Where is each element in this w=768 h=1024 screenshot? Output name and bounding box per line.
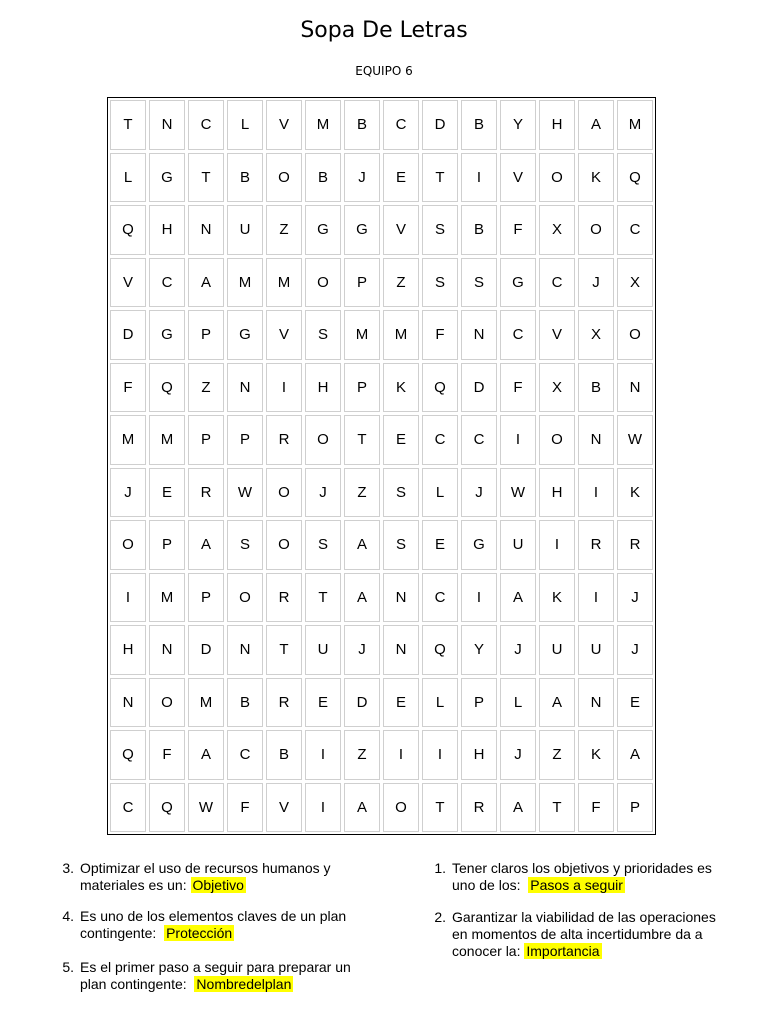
- grid-cell: O: [578, 205, 614, 255]
- grid-cell: O: [539, 153, 575, 203]
- clue-text: Tener claros los objetivos y prioridades es: [452, 860, 712, 876]
- grid-cell: C: [188, 100, 224, 150]
- clue-text: en momentos de alta incertidumbre da a: [452, 926, 703, 942]
- grid-cell: Q: [617, 153, 653, 203]
- grid-cell: P: [617, 783, 653, 833]
- grid-cell: N: [110, 678, 146, 728]
- grid-cell: D: [422, 100, 458, 150]
- grid-cell: Q: [149, 363, 185, 413]
- clue-text: materiales es un:: [80, 877, 187, 893]
- grid-cell: B: [227, 153, 263, 203]
- grid-cell: J: [461, 468, 497, 518]
- grid-cell: N: [617, 363, 653, 413]
- grid-cell: F: [149, 730, 185, 780]
- grid-cell: I: [578, 468, 614, 518]
- grid-cell: E: [383, 678, 419, 728]
- grid-cell: J: [305, 468, 341, 518]
- grid-cell: H: [149, 205, 185, 255]
- grid-cell: O: [305, 415, 341, 465]
- clue-answer: Protección: [166, 925, 233, 941]
- grid-cell: O: [305, 258, 341, 308]
- grid-cell: M: [266, 258, 302, 308]
- clue-number: 4.: [62, 908, 74, 924]
- grid-cell: F: [422, 310, 458, 360]
- grid-cell: C: [227, 730, 263, 780]
- page-title: Sopa De Letras: [300, 18, 468, 43]
- grid-cell: L: [227, 100, 263, 150]
- grid-cell: X: [578, 310, 614, 360]
- grid-cell: J: [344, 625, 380, 675]
- clue-text: conocer la:: [452, 943, 521, 959]
- grid-cell: F: [500, 363, 536, 413]
- grid-cell: E: [305, 678, 341, 728]
- clue-text: contingente:: [80, 925, 157, 941]
- grid-cell: E: [383, 415, 419, 465]
- grid-cell: J: [617, 573, 653, 623]
- grid-cell: Z: [266, 205, 302, 255]
- grid-cell: I: [578, 573, 614, 623]
- grid-cell: T: [266, 625, 302, 675]
- page-subtitle: EQUIPO 6: [355, 64, 413, 78]
- grid-cell: C: [422, 415, 458, 465]
- grid-cell: O: [266, 520, 302, 570]
- grid-cell: D: [188, 625, 224, 675]
- grid-cell: M: [110, 415, 146, 465]
- clue-number: 3.: [62, 860, 74, 876]
- grid-cell: V: [383, 205, 419, 255]
- clue-number: 1.: [434, 860, 446, 876]
- grid-cell: I: [305, 730, 341, 780]
- grid-cell: H: [539, 100, 575, 150]
- grid-cell: O: [266, 468, 302, 518]
- grid-cell: I: [266, 363, 302, 413]
- clue-text: Es el primer paso a seguir para preparar un: [80, 959, 351, 975]
- grid-cell: M: [344, 310, 380, 360]
- grid-cell: J: [578, 258, 614, 308]
- grid-cell: A: [617, 730, 653, 780]
- grid-cell: X: [617, 258, 653, 308]
- grid-cell: J: [110, 468, 146, 518]
- grid-cell: Q: [422, 625, 458, 675]
- grid-cell: U: [578, 625, 614, 675]
- grid-cell: G: [227, 310, 263, 360]
- grid-cell: A: [500, 573, 536, 623]
- grid-cell: R: [188, 468, 224, 518]
- grid-cell: E: [617, 678, 653, 728]
- grid-cell: H: [461, 730, 497, 780]
- clue-4: [62, 908, 347, 942]
- grid-cell: Q: [110, 205, 146, 255]
- grid-cell: S: [227, 520, 263, 570]
- grid-cell: G: [149, 310, 185, 360]
- grid-cell: I: [500, 415, 536, 465]
- grid-cell: T: [110, 100, 146, 150]
- grid-cell: N: [461, 310, 497, 360]
- grid-cell: U: [305, 625, 341, 675]
- grid-cell: T: [305, 573, 341, 623]
- grid-cell: S: [305, 310, 341, 360]
- grid-cell: Q: [110, 730, 146, 780]
- grid-cell: C: [539, 258, 575, 308]
- grid-cell: O: [227, 573, 263, 623]
- grid-cell: K: [383, 363, 419, 413]
- grid-cell: A: [188, 730, 224, 780]
- grid-cell: G: [461, 520, 497, 570]
- grid-cell: N: [227, 363, 263, 413]
- grid-cell: W: [500, 468, 536, 518]
- clue-text: Es uno de los elementos claves de un plan: [80, 908, 347, 924]
- grid-cell: S: [383, 468, 419, 518]
- clue-answer: Importancia: [526, 943, 600, 959]
- clue-3: [62, 860, 331, 894]
- grid-cell: J: [500, 730, 536, 780]
- grid-cell: N: [149, 100, 185, 150]
- grid-cell: I: [422, 730, 458, 780]
- grid-cell: P: [227, 415, 263, 465]
- clue-5: [62, 959, 351, 993]
- grid-cell: C: [422, 573, 458, 623]
- grid-cell: N: [188, 205, 224, 255]
- grid-cell: T: [188, 153, 224, 203]
- grid-cell: L: [422, 678, 458, 728]
- clue-1: [434, 860, 712, 894]
- grid-cell: B: [266, 730, 302, 780]
- grid-cell: K: [578, 153, 614, 203]
- grid-cell: A: [578, 100, 614, 150]
- grid-cell: V: [539, 310, 575, 360]
- grid-cell: H: [539, 468, 575, 518]
- grid-cell: R: [266, 415, 302, 465]
- grid-cell: D: [344, 678, 380, 728]
- grid-cell: V: [266, 100, 302, 150]
- grid-cell: R: [266, 678, 302, 728]
- grid-cell: I: [461, 573, 497, 623]
- grid-cell: H: [110, 625, 146, 675]
- grid-cell: Y: [461, 625, 497, 675]
- grid-cell: X: [539, 363, 575, 413]
- grid-cell: T: [539, 783, 575, 833]
- grid-cell: B: [461, 100, 497, 150]
- grid-cell: O: [539, 415, 575, 465]
- grid-cell: T: [422, 783, 458, 833]
- clue-answer: Pasos a seguir: [530, 877, 623, 893]
- grid-cell: Q: [422, 363, 458, 413]
- grid-cell: R: [461, 783, 497, 833]
- grid-cell: B: [461, 205, 497, 255]
- grid-cell: C: [149, 258, 185, 308]
- grid-cell: C: [500, 310, 536, 360]
- grid-cell: C: [617, 205, 653, 255]
- grid-cell: V: [266, 310, 302, 360]
- grid-cell: F: [578, 783, 614, 833]
- grid-cell: S: [422, 205, 458, 255]
- grid-cell: I: [461, 153, 497, 203]
- grid-cell: S: [305, 520, 341, 570]
- grid-cell: Z: [188, 363, 224, 413]
- clue-answer: Nombredelplan: [196, 976, 292, 992]
- grid-cell: P: [188, 310, 224, 360]
- grid-cell: I: [305, 783, 341, 833]
- clue-number: 2.: [434, 909, 446, 925]
- grid-cell: P: [344, 258, 380, 308]
- grid-cell: Z: [344, 468, 380, 518]
- grid-cell: V: [500, 153, 536, 203]
- grid-cell: X: [539, 205, 575, 255]
- grid-cell: O: [149, 678, 185, 728]
- grid-cell: M: [227, 258, 263, 308]
- grid-cell: S: [383, 520, 419, 570]
- grid-cell: G: [149, 153, 185, 203]
- grid-cell: Q: [149, 783, 185, 833]
- grid-cell: U: [500, 520, 536, 570]
- grid-cell: C: [383, 100, 419, 150]
- clue-text: uno de los:: [452, 877, 521, 893]
- grid-cell: W: [617, 415, 653, 465]
- grid-cell: M: [149, 415, 185, 465]
- grid-cell: V: [110, 258, 146, 308]
- grid-cell: J: [617, 625, 653, 675]
- grid-cell: M: [149, 573, 185, 623]
- clue-text: Optimizar el uso de recursos humanos y: [80, 860, 331, 876]
- grid-cell: O: [617, 310, 653, 360]
- grid-cell: J: [344, 153, 380, 203]
- grid-cell: I: [110, 573, 146, 623]
- grid-cell: E: [422, 520, 458, 570]
- grid-cell: P: [149, 520, 185, 570]
- grid-cell: A: [188, 520, 224, 570]
- clue-text: plan contingente:: [80, 976, 187, 992]
- grid-cell: N: [578, 678, 614, 728]
- grid-cell: L: [422, 468, 458, 518]
- grid-cell: E: [149, 468, 185, 518]
- grid-cell: K: [617, 468, 653, 518]
- grid-cell: G: [500, 258, 536, 308]
- grid-cell: G: [344, 205, 380, 255]
- grid-cell: W: [188, 783, 224, 833]
- grid-cell: P: [344, 363, 380, 413]
- grid-cell: M: [188, 678, 224, 728]
- grid-cell: A: [344, 573, 380, 623]
- grid-cell: H: [305, 363, 341, 413]
- grid-cell: O: [110, 520, 146, 570]
- grid-cell: L: [110, 153, 146, 203]
- grid-cell: A: [539, 678, 575, 728]
- grid-cell: N: [227, 625, 263, 675]
- grid-cell: S: [461, 258, 497, 308]
- grid-cell: P: [188, 573, 224, 623]
- grid-cell: K: [539, 573, 575, 623]
- grid-cell: W: [227, 468, 263, 518]
- grid-cell: F: [227, 783, 263, 833]
- grid-cell: A: [500, 783, 536, 833]
- grid-cell: N: [383, 573, 419, 623]
- grid-cell: Z: [383, 258, 419, 308]
- grid-cell: B: [227, 678, 263, 728]
- grid-cell: Y: [500, 100, 536, 150]
- grid-cell: L: [500, 678, 536, 728]
- grid-cell: D: [461, 363, 497, 413]
- grid-cell: I: [539, 520, 575, 570]
- grid-cell: M: [383, 310, 419, 360]
- grid-cell: O: [266, 153, 302, 203]
- grid-cell: N: [149, 625, 185, 675]
- clue-2: [434, 909, 716, 960]
- grid-cell: C: [461, 415, 497, 465]
- grid-cell: D: [110, 310, 146, 360]
- grid-cell: Z: [344, 730, 380, 780]
- grid-cell: C: [110, 783, 146, 833]
- grid-cell: O: [383, 783, 419, 833]
- grid-cell: F: [110, 363, 146, 413]
- grid-cell: T: [344, 415, 380, 465]
- grid-cell: P: [188, 415, 224, 465]
- word-search-grid: [107, 97, 656, 835]
- grid-cell: R: [617, 520, 653, 570]
- grid-cell: B: [578, 363, 614, 413]
- grid-cell: K: [578, 730, 614, 780]
- grid-cell: J: [500, 625, 536, 675]
- grid-cell: B: [305, 153, 341, 203]
- grid-cell: Z: [539, 730, 575, 780]
- grid-cell: I: [383, 730, 419, 780]
- grid-cell: R: [266, 573, 302, 623]
- grid-cell: F: [500, 205, 536, 255]
- grid-cell: T: [422, 153, 458, 203]
- grid-cell: M: [617, 100, 653, 150]
- grid-cell: P: [461, 678, 497, 728]
- grid-cell: N: [383, 625, 419, 675]
- grid-cell: M: [305, 100, 341, 150]
- clue-number: 5.: [62, 959, 74, 975]
- grid-cell: E: [383, 153, 419, 203]
- grid-cell: A: [344, 520, 380, 570]
- clue-answer: Objetivo: [192, 877, 244, 893]
- clue-text: Garantizar la viabilidad de las operaciones: [452, 909, 716, 925]
- grid-cell: U: [227, 205, 263, 255]
- grid-cell: R: [578, 520, 614, 570]
- grid-cell: G: [305, 205, 341, 255]
- grid-cell: A: [188, 258, 224, 308]
- grid-cell: A: [344, 783, 380, 833]
- grid-cell: U: [539, 625, 575, 675]
- grid-cell: S: [422, 258, 458, 308]
- grid-cell: B: [344, 100, 380, 150]
- grid-cell: N: [578, 415, 614, 465]
- grid-cell: V: [266, 783, 302, 833]
